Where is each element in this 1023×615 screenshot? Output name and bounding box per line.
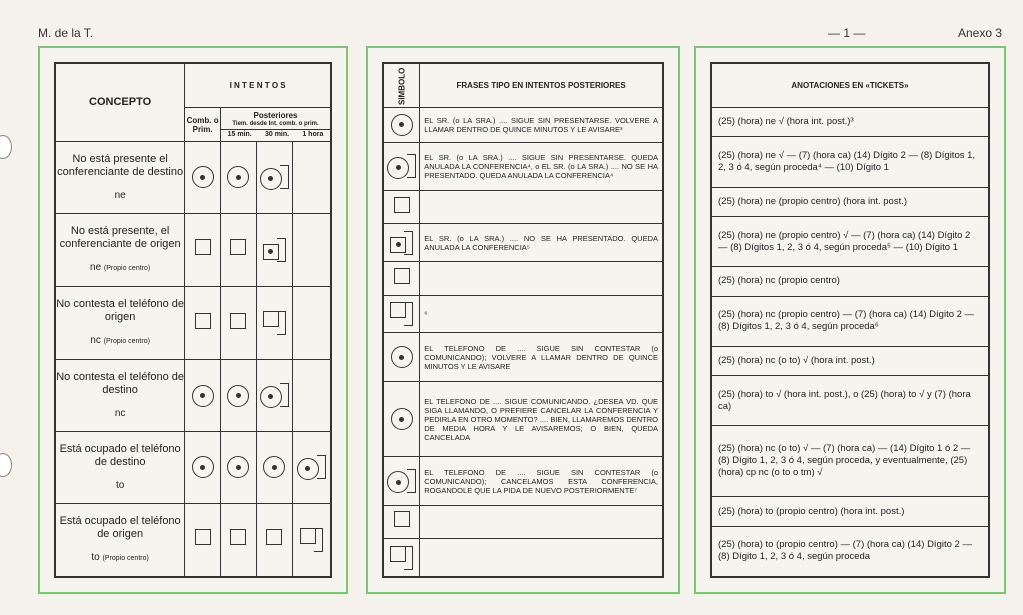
concept-code: to bbox=[115, 479, 125, 491]
annotation-text: (25) (hora) nc (o to) √ (hora int. post.) bbox=[712, 346, 989, 375]
table-row bbox=[712, 376, 989, 426]
annotation-text: (25) (hora) ne (propio centro) (hora int. post.) bbox=[712, 187, 989, 216]
table-row bbox=[384, 505, 663, 538]
col-intentos: I N T E N T O S bbox=[185, 64, 331, 108]
concept-note: (Propio centro) bbox=[102, 554, 149, 562]
annotation-text: (25) (hora) to (propio centro) (hora int. post.) bbox=[712, 497, 989, 526]
table-row bbox=[384, 539, 663, 577]
col-1hora: 1 hora bbox=[302, 130, 324, 138]
circle-dot-bracket-symbol bbox=[297, 458, 319, 480]
concept-text: No contesta el teléfono de origen bbox=[56, 298, 185, 324]
concept-code: nc bbox=[114, 408, 126, 420]
table-row bbox=[712, 526, 989, 576]
table-row bbox=[712, 267, 989, 296]
circle-dot-symbol bbox=[391, 408, 413, 430]
panel-concepts bbox=[38, 46, 348, 594]
square-symbol bbox=[230, 239, 246, 255]
concept-text: No contesta el teléfono de destino bbox=[56, 371, 185, 397]
concept-text: No está presente el conferenciante de destino bbox=[57, 152, 184, 178]
concept-note: (Propio centro) bbox=[103, 338, 150, 346]
concept-note: (Propio centro) bbox=[103, 264, 151, 272]
circle-dot-symbol bbox=[192, 385, 214, 407]
col-posteriores: Posteriores bbox=[253, 110, 298, 120]
square-symbol bbox=[266, 529, 282, 545]
phrase-text bbox=[420, 539, 663, 577]
table-row bbox=[712, 346, 989, 375]
table-row bbox=[56, 286, 331, 359]
circle-dot-symbol bbox=[227, 456, 249, 478]
square-symbol bbox=[394, 268, 410, 284]
annotation-text: (25) (hora) to (propio centro) — (7) (hora ca) (14) Dígito 2 — (8) Dígito 1, 2, 3 ó 4, según proceda bbox=[712, 526, 989, 576]
table-row bbox=[384, 142, 663, 190]
phrase-text bbox=[420, 505, 663, 538]
table-row bbox=[56, 142, 331, 214]
circle-dot-symbol bbox=[263, 456, 285, 478]
phrase-text: ⁶ bbox=[420, 295, 663, 333]
concept-code: ne bbox=[114, 189, 126, 201]
concept-text: Está ocupado el teléfono de destino bbox=[59, 442, 181, 468]
phrase-text: EL SR. (o LA SRA.) .... SIGUE SIN PRESENTARSE. VOLVERE A LLAMAR DENTRO DE QUINCE MINUTOS Y LE AVISARE³ bbox=[420, 108, 663, 143]
annotation-text: (25) (hora) ne √ (hora int. post.)³ bbox=[712, 108, 989, 137]
phrase-text: EL TELEFONO DE .... SIGUE SIN CONTESTAR (o COMUNICANDO); CANCELAMOS ESTA CONFERENCIA, ROGANDOLE QUE LA PIDA DE NUEVO POSTERIORMENTE⁷ bbox=[420, 457, 663, 505]
panel-annotations bbox=[694, 46, 1006, 594]
annotation-text: (25) (hora) nc (o to) √ — (7) (hora ca) — (14) Dígito 1 ó 2 — (8) Dígito 1, 2, 3 ó 4, según proceda, y eventualmente, (25) (hora) cp nc (o to o tm) √ bbox=[712, 426, 989, 497]
phrase-text: EL TELEFONO DE .... SIGUE SIN CONTESTAR (o COMUNICANDO); VOLVERE A LLAMAR DENTRO DE QUINCE MINUTOS Y LE AVISARE bbox=[420, 333, 663, 381]
circle-dot-bracket-symbol bbox=[260, 168, 282, 190]
col-simbolo: SIMBOLO bbox=[384, 64, 420, 108]
table-row bbox=[712, 187, 989, 216]
panel-phrases bbox=[366, 46, 680, 594]
header-right: Anexo 3 bbox=[958, 26, 1003, 40]
concept-code: ne bbox=[90, 261, 102, 273]
annotation-text: (25) (hora) nc (propio centro) — (7) (hora ca) (14) Dígito 2 — (8) Dígitos 1, 2, 3 ó 4, según proceda⁶ bbox=[712, 296, 989, 346]
annotation-text: (25) (hora) ne √ — (7) (hora ca) (14) Dígito 2 — (8) Dígitos 1, 2, 3 ó 4, según proceda⁴ — (10) Dígito 1 bbox=[712, 137, 989, 187]
circle-dot-symbol bbox=[192, 166, 214, 188]
annotation-text: (25) (hora) to √ (hora int. post.), o (25) (hora) to √ y (7) (hora ca) bbox=[712, 376, 989, 426]
col-comb: Comb. o Prim. bbox=[185, 108, 221, 142]
col-30min: 30 min. bbox=[264, 130, 290, 138]
annotation-text: (25) (hora) nc (propio centro) bbox=[712, 267, 989, 296]
table-row bbox=[712, 217, 989, 267]
table-row bbox=[384, 333, 663, 381]
table-row bbox=[712, 497, 989, 526]
phrase-text: EL SR. (o LA SRA.) .... SIGUE SIN PRESENTARSE. QUEDA ANULADA LA CONFERENCIA⁴, o EL SR. (o LA SRA.) .... NO SE HA PRESENTADO. QUEDA ANULADA LA CONFERENCIA⁴ bbox=[420, 142, 663, 190]
table-row bbox=[384, 191, 663, 224]
circle-dot-bracket-symbol bbox=[387, 471, 409, 493]
table-row bbox=[56, 213, 331, 286]
punch-hole bbox=[0, 453, 12, 477]
table-row bbox=[712, 426, 989, 497]
table-row bbox=[56, 431, 331, 503]
table-row bbox=[712, 296, 989, 346]
circle-dot-symbol bbox=[227, 166, 249, 188]
square-symbol bbox=[230, 529, 246, 545]
col-anotaciones: ANOTACIONES EN «TICKETS» bbox=[712, 64, 989, 108]
concept-text: Está ocupado el teléfono de origen bbox=[59, 514, 181, 540]
circle-dot-bracket-symbol bbox=[260, 386, 282, 408]
concept-text: No está presente, el conferenciante de origen bbox=[59, 224, 181, 250]
square-symbol bbox=[394, 511, 410, 527]
header-center: — 1 — bbox=[828, 26, 866, 40]
col-15min: 15 min. bbox=[227, 130, 252, 138]
table-row bbox=[712, 108, 989, 137]
punch-hole bbox=[0, 135, 12, 159]
phrase-text: EL SR. (o LA SRA.) .... NO SE HA PRESENTADO. QUEDA ANULADA LA CONFERENCIA⁵ bbox=[420, 224, 663, 262]
table-row bbox=[384, 262, 663, 295]
concept-code: to bbox=[91, 551, 100, 563]
col-concepto: CONCEPTO bbox=[56, 64, 185, 142]
concept-table bbox=[55, 63, 331, 577]
circle-dot-symbol bbox=[227, 385, 249, 407]
square-symbol bbox=[195, 239, 211, 255]
phrase-text bbox=[420, 262, 663, 295]
circle-dot-symbol bbox=[391, 346, 413, 368]
phrase-text bbox=[420, 191, 663, 224]
table-row bbox=[384, 295, 663, 333]
square-symbol bbox=[394, 197, 410, 213]
concept-code: nc bbox=[90, 335, 101, 347]
col-tiempo: Tiem. desde Int. comb. o prim. bbox=[232, 120, 319, 127]
header-left: M. de la T. bbox=[38, 26, 94, 40]
square-symbol bbox=[230, 313, 246, 329]
phrase-text: EL TELEFONO DE .... SIGUE COMUNICANDO. ¿DESEA VD. QUE SIGA LLAMANDO, O PREFIERE CANCELAR LA CONFERENCIA Y PEDIRLA EN OTRO MOMENTO? .... BIEN, LLAMAREMOS DENTRO DE MEDIA HORA Y LE AVISAREMOS; O BIEN, QUEDA CANCELADA bbox=[420, 381, 663, 457]
table-row bbox=[384, 457, 663, 505]
square-symbol bbox=[195, 529, 211, 545]
phrases-table bbox=[383, 63, 663, 577]
table-row bbox=[384, 381, 663, 457]
table-row bbox=[712, 137, 989, 187]
table-row bbox=[56, 360, 331, 432]
table-row bbox=[384, 224, 663, 262]
table-row bbox=[384, 108, 663, 143]
square-symbol bbox=[195, 313, 211, 329]
table-row bbox=[56, 503, 331, 576]
circle-dot-symbol bbox=[391, 114, 413, 136]
col-frases: FRASES TIPO EN INTENTOS POSTERIORES bbox=[420, 64, 663, 108]
circle-dot-bracket-symbol bbox=[387, 157, 409, 179]
circle-dot-symbol bbox=[192, 456, 214, 478]
annotations-table bbox=[711, 63, 989, 577]
annotation-text: (25) (hora) ne (propio centro) √ — (7) (hora ca) (14) Dígito 2 — (8) Dígitos 1, 2, 3 ó 4, según proceda⁵ — (10) Dígito 1 bbox=[712, 217, 989, 267]
